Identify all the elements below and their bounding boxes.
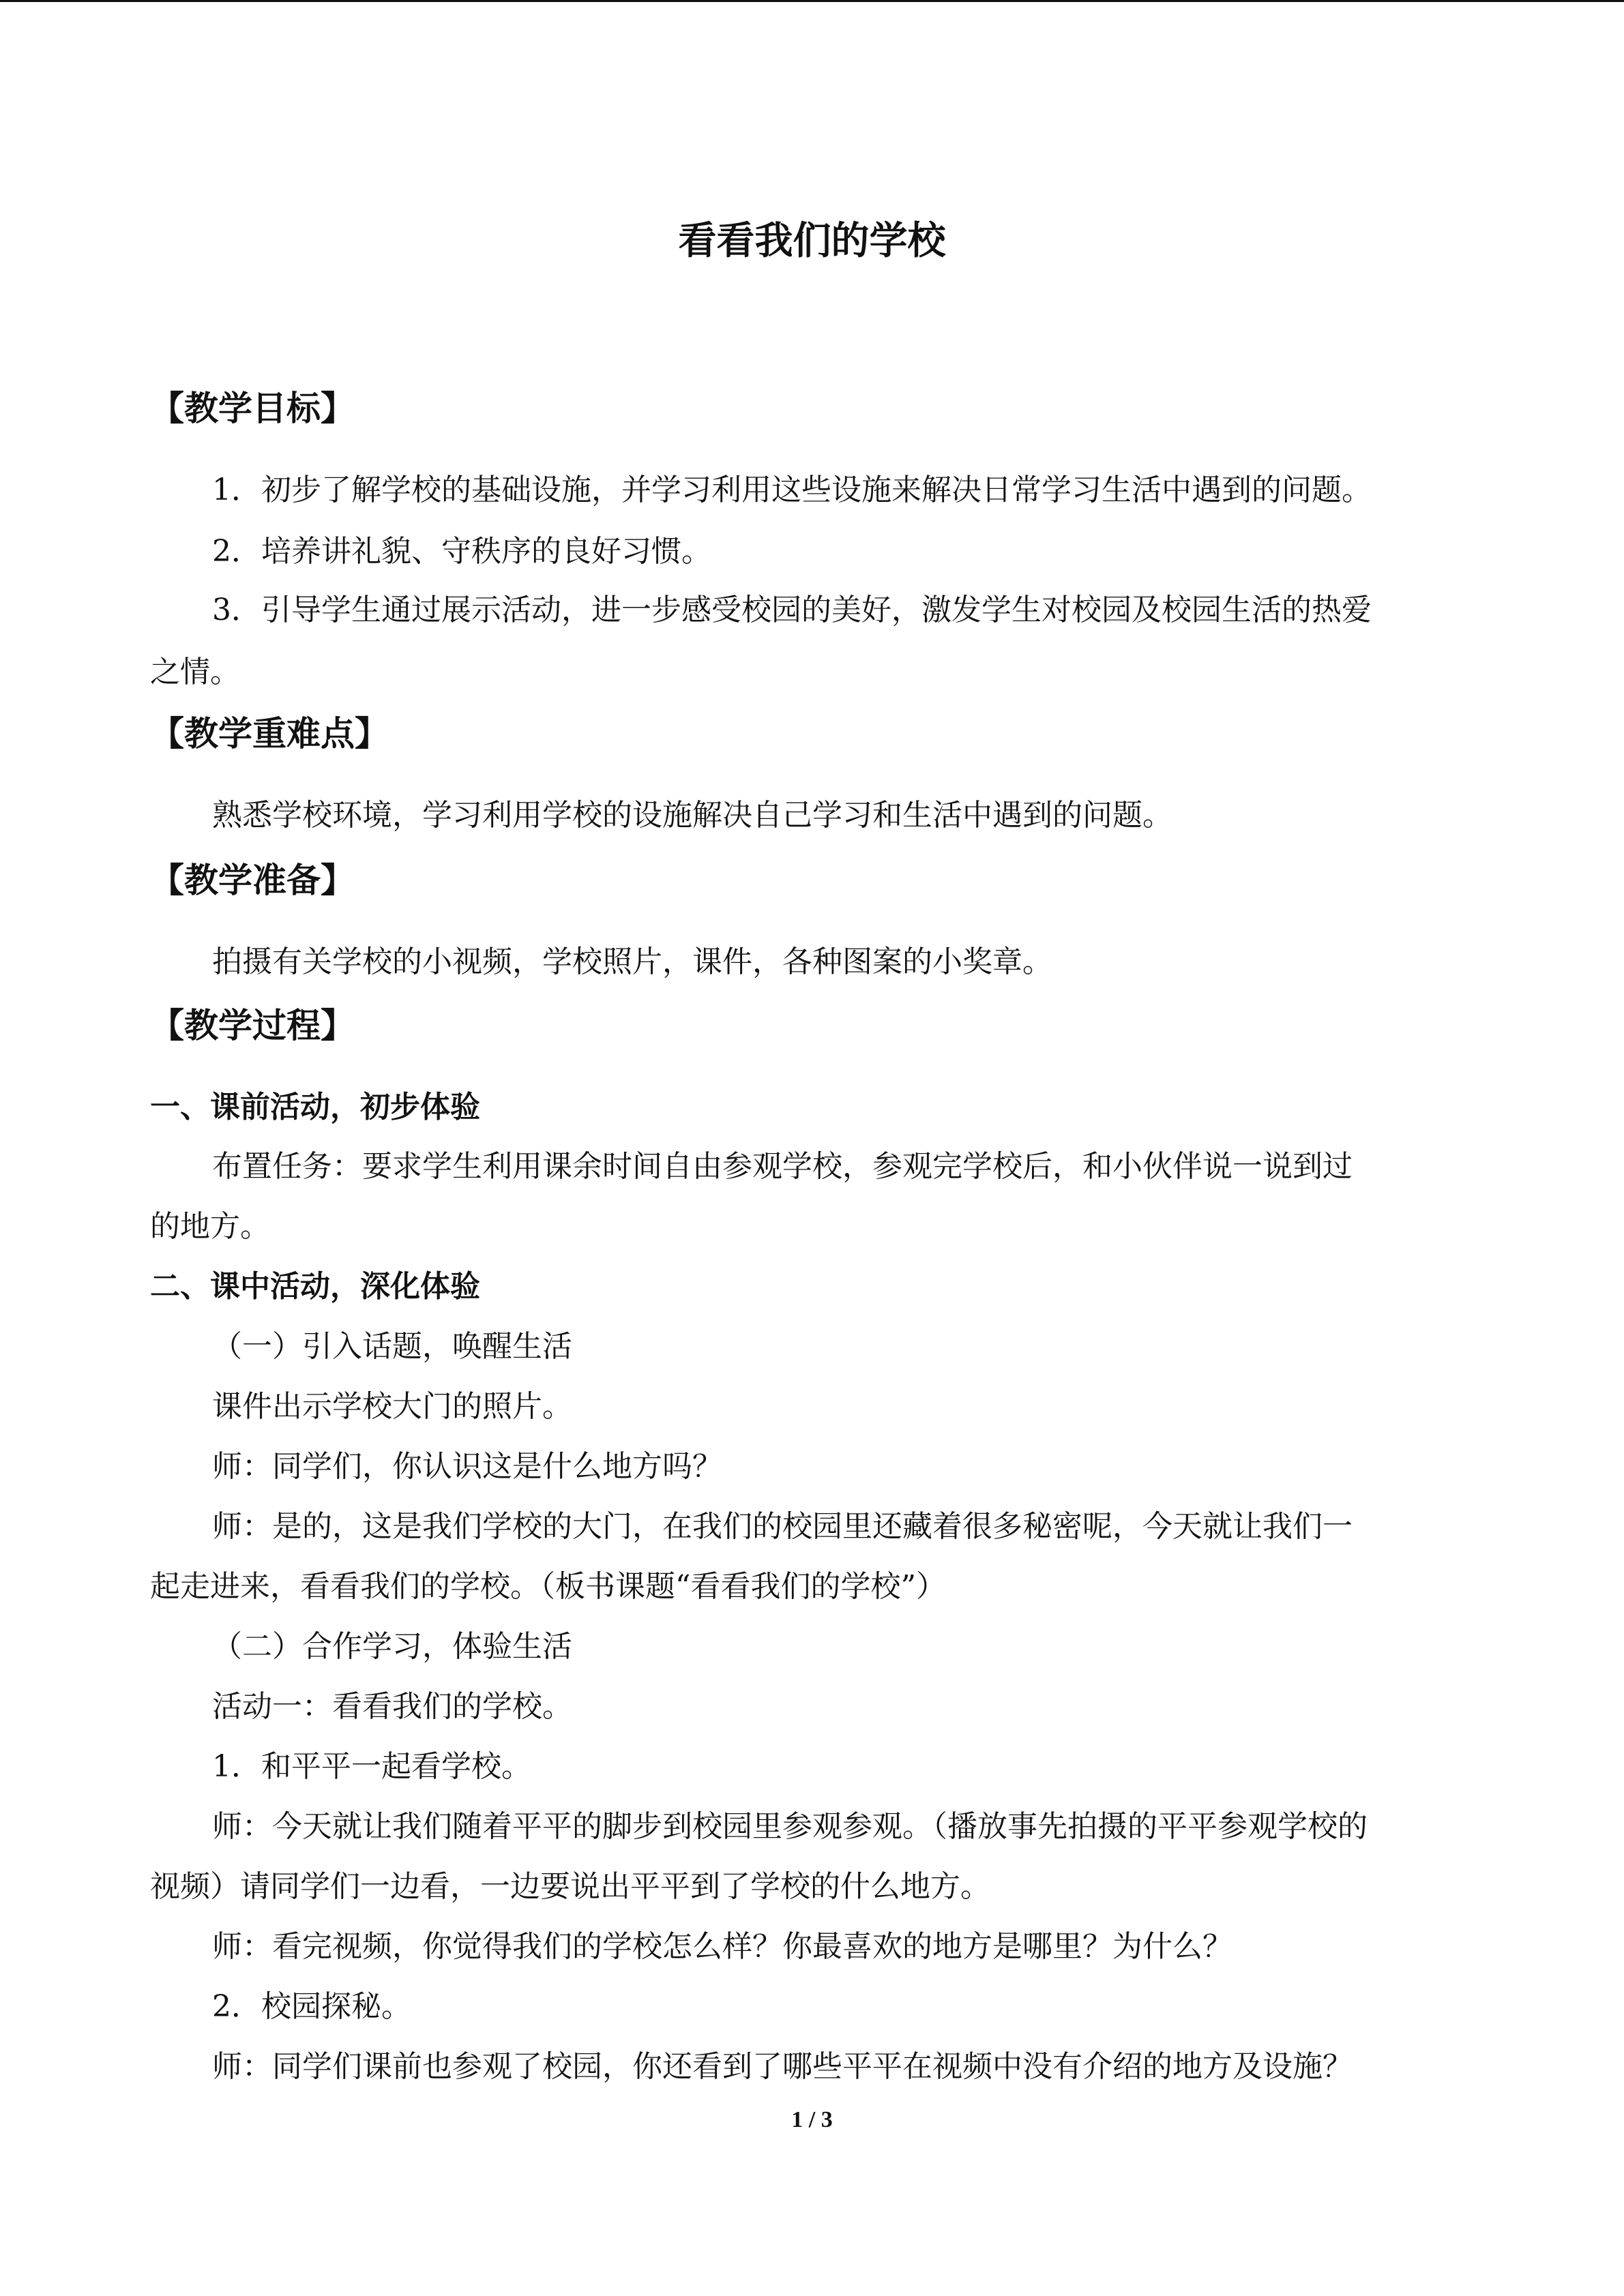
- part-1-task-line-1: 布置任务：要求学生利用课余时间自由参观学校，参观完学校后，和小伙伴说一说到过: [212, 1149, 1353, 1184]
- activity-1-step-1: 1．和平平一起看学校。: [212, 1749, 531, 1784]
- page-number: 1 / 3: [791, 2107, 833, 2132]
- activity-1-step-2: 2．校园探秘。: [212, 1989, 411, 2024]
- process-part-1-title: 一、课前活动，初步体验: [150, 1090, 480, 1124]
- goal-item-3-line-1: 3．引导学生通过展示活动，进一步感受校园的美好，激发学生对校园及校园生活的热爱: [212, 593, 1372, 627]
- goal-item-2: 2．培养讲礼貌、守秩序的良好习惯。: [212, 534, 711, 569]
- part-2-paragraph-1: 课件出示学校大门的照片。: [212, 1389, 572, 1424]
- preparation-text: 拍摄有关学校的小视频，学校照片，课件，各种图案的小奖章。: [212, 944, 1052, 979]
- activity-1-title: 活动一：看看我们的学校。: [212, 1689, 572, 1724]
- part-2-paragraph-5: 师：看完视频，你觉得我们的学校怎么样？你最喜欢的地方是哪里？为什么？: [212, 1929, 1232, 1964]
- goal-item-1: 1．初步了解学校的基础设施，并学习利用这些设施来解决日常学习生活中遇到的问题。: [212, 473, 1372, 507]
- key-points-text: 熟悉学校环境，学习利用学校的设施解决自己学习和生活中遇到的问题。: [212, 798, 1172, 833]
- part-2-paragraph-3-line-1: 师：是的，这是我们学校的大门，在我们的校园里还藏着很多秘密呢，今天就让我们一: [212, 1509, 1353, 1544]
- part-2-paragraph-4-line-1: 师：今天就让我们随着平平的脚步到校园里参观参观。（播放事先拍摄的平平参观学校的: [212, 1809, 1368, 1844]
- part-1-task-line-2: 的地方。: [150, 1209, 270, 1244]
- section-heading-key-points: 【教学重难点】: [150, 714, 389, 754]
- part-2-paragraph-2: 师：同学们，你认识这是什么地方吗？: [212, 1449, 722, 1484]
- section-heading-goals: 【教学目标】: [150, 389, 355, 428]
- part-2-paragraph-4-line-2: 视频）请同学们一边看，一边要说出平平到了学校的什么地方。: [150, 1869, 990, 1904]
- part-2-sub-heading-1: （一）引入话题，唤醒生活: [212, 1329, 572, 1364]
- section-heading-process: 【教学过程】: [150, 1006, 355, 1045]
- part-2-paragraph-6: 师：同学们课前也参观了校园，你还看到了哪些平平在视频中没有介绍的地方及设施？: [212, 2049, 1353, 2084]
- process-part-2-title: 二、课中活动，深化体验: [150, 1269, 480, 1304]
- part-2-sub-heading-2: （二）合作学习，体验生活: [212, 1629, 572, 1664]
- top-border-line: [0, 0, 1624, 2]
- part-2-paragraph-3-line-2: 起走进来，看看我们的学校。（板书课题“看看我们的学校”）: [150, 1569, 946, 1604]
- goal-item-3-line-2: 之情。: [150, 655, 240, 689]
- page-title: 看看我们的学校: [678, 218, 946, 263]
- section-heading-preparation: 【教学准备】: [150, 861, 355, 900]
